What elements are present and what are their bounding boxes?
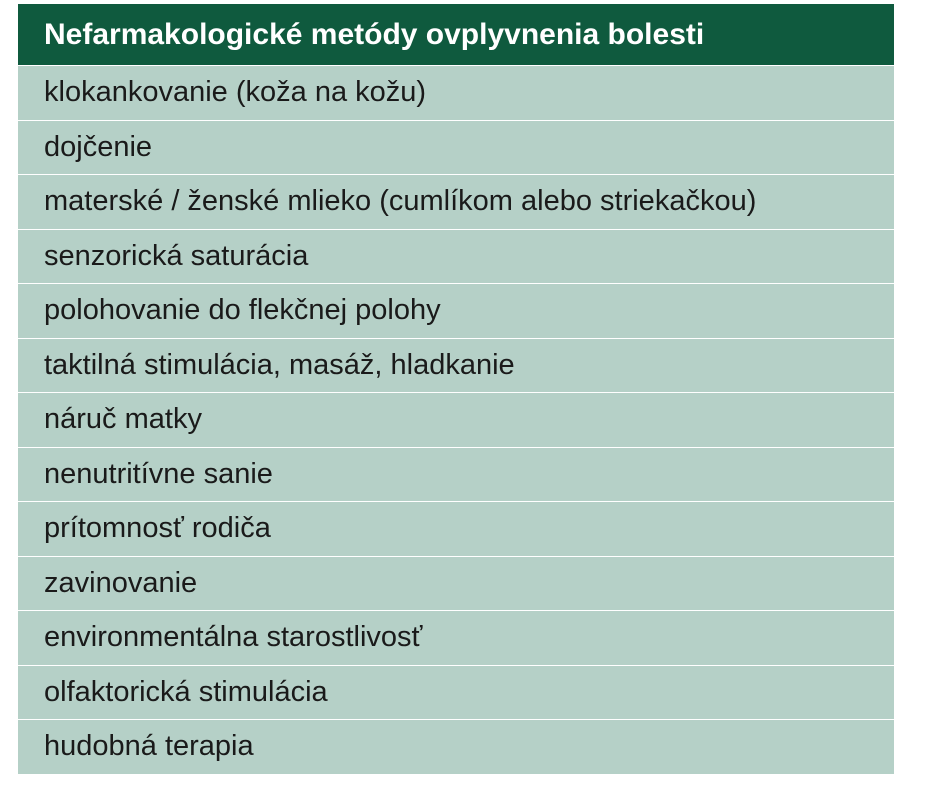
table-row: nenutritívne sanie [18, 448, 894, 503]
table-header: Nefarmakologické metódy ovplyvnenia bolesti [18, 4, 894, 66]
table-row: environmentálna starostlivosť [18, 611, 894, 666]
table-row: zavinovanie [18, 557, 894, 612]
table-row: klokankovanie (koža na kožu) [18, 66, 894, 121]
table-row: taktilná stimulácia, masáž, hladkanie [18, 339, 894, 394]
table-body [18, 66, 894, 775]
table-row: hudobná terapia [18, 720, 894, 775]
table-row: prítomnosť rodiča [18, 502, 894, 557]
table-row: polohovanie do flekčnej polohy [18, 284, 894, 339]
table-row: dojčenie [18, 121, 894, 176]
methods-table [18, 4, 894, 775]
table-row: senzorická saturácia [18, 230, 894, 285]
table-row: náruč matky [18, 393, 894, 448]
table-row: materské / ženské mlieko (cumlíkom alebo striekačkou) [18, 175, 894, 230]
table-row: olfaktorická stimulácia [18, 666, 894, 721]
